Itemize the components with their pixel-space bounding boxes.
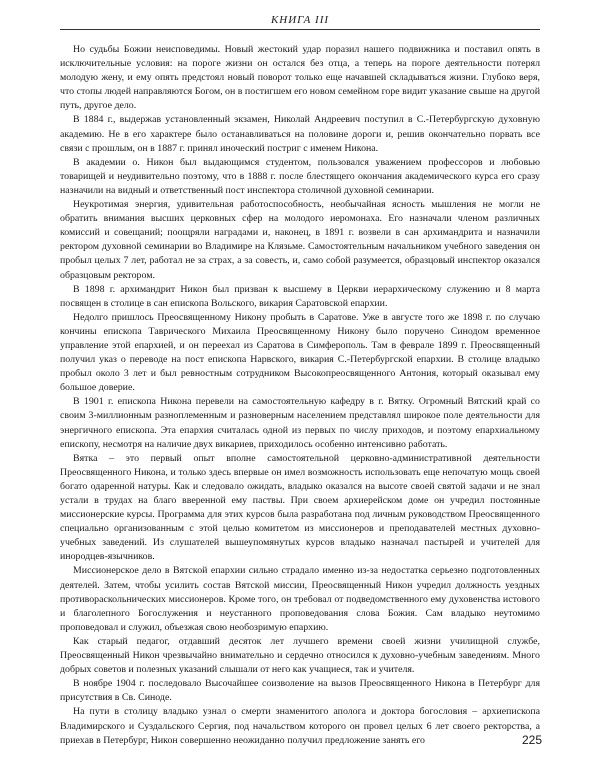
paragraph: В 1901 г. епископа Никона перевели на самостоятельную кафедру в г. Вятку. Огромный Вятский край со своим 3-миллионным разноплеменным и разноверным населением представлял широкое поле деятельности для энергичного епископа. Эта епархия считалась одной из первых по числу приходов, и поэтому епархиальному епископу, несмотря на наличие двух викариев, приходилось особенно интенсивно работать.: [60, 396, 540, 450]
page-body: [60, 43, 540, 748]
paragraph: В ноябре 1904 г. последовало Высочайшее соизволение на вызов Преосвященного Никона в Петербург для присутствия в Св. Синоде.: [60, 678, 540, 704]
paragraph: Как старый педагог, отдавший десяток лет лучшего времени своей жизни училищной службе, Преосвященный Никон чрезвычайно внимательно и сердечно относился к духовно-учебным заведениям. Много добрых советов и полезных указаний слышали от него как учащиеся, так и учителя.: [60, 635, 540, 676]
paragraph: Вятка – это первый опыт вполне самостоятельной церковно-административной деятельности Преосвященного Никона, и только здесь впервые он имел возможность использовать еще непочатую мощь своей богато одаренной натуры. Как и следовало ожидать, владыко оказался на высоте своей святой задачи и не знал устали в трудах на благо вверенной ему паствы. При своем архиерейском доме он учредил постоянные миссионерские курсы. Программа для этих курсов была разработана под личным руководством Преосвященного специально организованным с этой целью комитетом из миссионеров и преподавателей местных духовно-учебных заведений. Из слушателей вышеупомянутых курсов владыко назначал пастырей и учителей для инородцев-язычников.: [60, 452, 540, 563]
paragraph: Недолго пришлось Преосвященному Никону пробыть в Саратове. Уже в августе того же 1898 г. по случаю кончины епископа Таврического Михаила Преосвященному Никону было поручено Синодом временное управление этой епархией, и он переехал из Саратова в Симферополь. Там в феврале 1899 г. Преосвященный получил указ о переводе на пост епископа Нарвского, викария С.-Петербургской епархии. В столице владыко пробыл около 3 лет и был ревностным сотрудником Высокопреосвященного Антония, который оказывал ему большое доверие.: [60, 311, 540, 394]
paragraph: Но судьбы Божии неисповедимы. Новый жестокий удар поразил нашего подвижника и поставил опять в исключительные условия: на пороге жизни он остался без отца, а теперь на пороге деятельности потерял молодую жену, и ему опять предстоял новый поворот только еще начавшей складываться жизни. Глубоко веря, что стопы людей направляются Богом, он в постигшем его новом семейном горе видит указание свыше на другой путь, другое дело.: [60, 44, 540, 112]
page-number: 225: [521, 733, 542, 747]
paragraph: В 1884 г., выдержав установленный экзамен, Николай Андреевич поступил в С.-Петербургскую духовную академию. Не в его характере было останавливаться на половине дороги и, решив окончательно порвать все связи с прошлым, он в 1887 г. принял иноческий постриг с именем Никона.: [60, 114, 540, 154]
paragraph: В академии о. Никон был выдающимся студентом, пользовался уважением профессоров и любовью товарищей и неудивительно поэтому, что в 1888 г. после блестящего окончания академического курса его сразу назначили на видный и ответственный пост инспектора столичной духовной семинарии.: [60, 156, 540, 196]
paragraph: Неукротимая энергия, удивительная работоспособность, необычайная ясность мышления не могли не обратить внимания высших церковных сфер на молодого иеромонаха. Его назначали членом различных комиссий и совещаний; поощряли наградами и, наконец, в 1891 г. возвели в сан архимандрита и назначили ректором духовной семинарии во Владимире на Клязьме. Самостоятельным начальником учебного заведения он пробыл целых 7 лет, работал не за страх, а за совесть, и, само собой разумеется, образцовый инспектор оказался образцовым ректором.: [60, 199, 540, 281]
header-rule: [60, 29, 540, 30]
paragraph: В 1898 г. архимандрит Никон был призван к высшему в Церкви иерархическому служению и 8 марта посвящен в столице в сан епископа Вольского, викария Саратовской епархии.: [60, 283, 540, 309]
paragraph: Миссионерское дело в Вятской епархии сильно страдало именно из-за недостатка серьезно подготовленных деятелей. Затем, чтобы усилить состав Вятской миссии, Преосвященный Никон учредил должность уездных противораскольнических миссионеров. Кроме того, он требовал от подведомственного ему духовенства истового и благолепного Богослужения и неустанного проповедования слова Божия. Сам владыко неутомимо проповедовал и служил, объезжая свою необозримую епархию.: [60, 565, 540, 633]
running-header: КНИГА III: [270, 14, 330, 26]
paragraph: На пути в столицу владыко узнал о смерти знаменитого аполога и доктора богословия – архиепископа Владимирского и Суздальского Сергия, под начальством которого он провел целых 6 лет своего ректорства, а приехав в Петербург, Никон совершенно неожиданно получил предложение занять его: [60, 706, 540, 746]
